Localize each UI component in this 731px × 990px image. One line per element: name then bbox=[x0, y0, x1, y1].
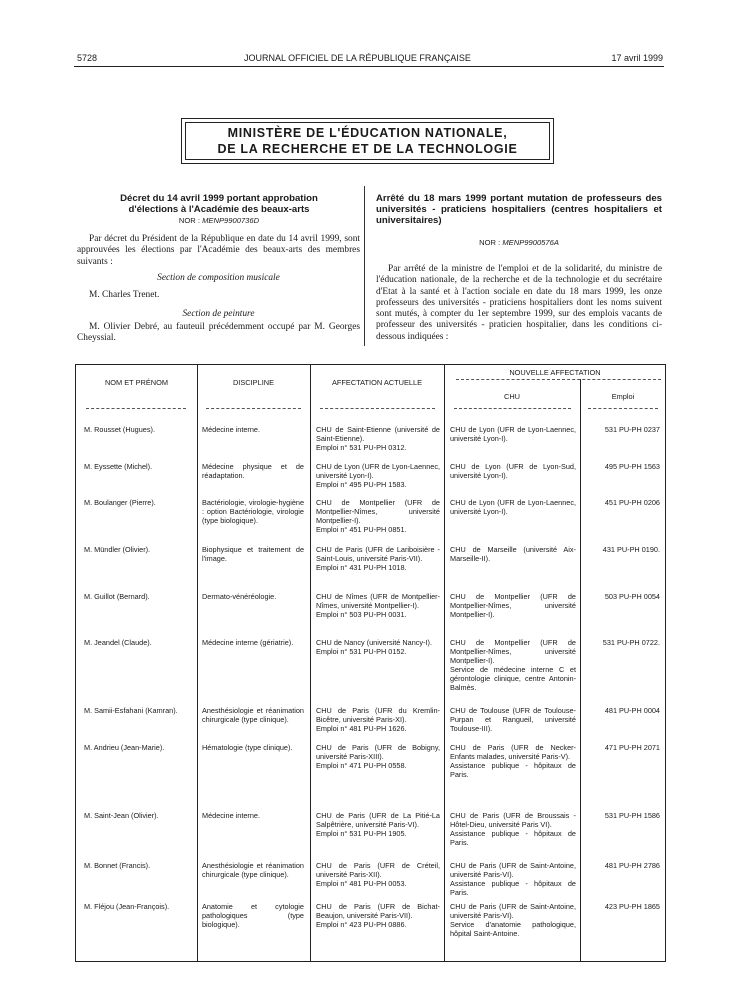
header-underline-3 bbox=[320, 408, 435, 409]
member-trenet: M. Charles Trenet. bbox=[89, 290, 160, 300]
ministry-line-1: MINISTÈRE DE L'ÉDUCATION NATIONALE, bbox=[227, 126, 508, 140]
cell-discipline: Bactériologie, virologie-hygiène : option Bactériologie, virologie (type biologique). bbox=[202, 498, 304, 525]
left-nor-value: MENP9900736D bbox=[202, 216, 260, 225]
cell-emploi: 471 PU-PH 2071 bbox=[604, 743, 660, 752]
cell-chu: CHU de Marseille (université Aix-Marseille-II). bbox=[450, 545, 576, 563]
left-nor-label: NOR : bbox=[178, 216, 200, 225]
cell-chu: CHU de Paris (UFR de Saint-Antoine, université Paris-VI). Service d'anatomie pathologique, hôpital Saint-Antoine. bbox=[450, 902, 576, 938]
page-number: 5728 bbox=[77, 53, 98, 63]
left-paragraph: Par décret du Président de la République en date du 14 avril 1999, sont approuvées les élections par l'Académie des beaux-arts des membres suivants : bbox=[77, 234, 360, 267]
cell-nom: M. Jeandel (Claude). bbox=[84, 638, 152, 647]
cell-nom: M. Eyssette (Michel). bbox=[84, 462, 153, 471]
cell-affectation-actuelle: CHU de Montpellier (UFR de Montpellier-Nîmes, université Montpellier-I). Emploi n° 451 PU-PH 0851. bbox=[316, 498, 440, 534]
cell-affectation-actuelle: CHU de Nîmes (UFR de Montpellier-Nîmes, université Montpellier-I). Emploi n° 503 PU-PH 0031. bbox=[316, 592, 440, 619]
cell-discipline: Médecine physique et de réadaptation. bbox=[202, 462, 304, 480]
col-line-1 bbox=[197, 365, 198, 961]
ministry-line-2: DE LA RECHERCHE ET DE LA TECHNOLOGIE bbox=[217, 142, 518, 156]
column-divider bbox=[364, 186, 365, 346]
cell-discipline: Médecine interne. bbox=[202, 811, 261, 820]
cell-affectation-actuelle: CHU de Nancy (université Nancy-I). Emploi n° 531 PU-PH 0152. bbox=[316, 638, 432, 656]
cell-chu: CHU de Lyon (UFR de Lyon-Laennec, université Lyon-I). bbox=[450, 425, 576, 443]
cell-chu: CHU de Paris (UFR de Broussais - Hôtel-Dieu, université Paris VI). Assistance publique - hôpitaux de Paris. bbox=[450, 811, 576, 847]
header-emploi: Emploi bbox=[611, 392, 635, 401]
cell-emploi: 431 PU-PH 0190. bbox=[602, 545, 660, 554]
cell-emploi: 503 PU-PH 0054 bbox=[604, 592, 660, 601]
cell-discipline: Médecine interne. bbox=[202, 425, 261, 434]
header-underline-1 bbox=[86, 408, 186, 409]
cell-discipline: Biophysique et traitement de l'image. bbox=[202, 545, 304, 563]
right-nor bbox=[376, 238, 662, 247]
cell-chu: CHU de Lyon (UFR de Lyon-Laennec, université Lyon-I). bbox=[450, 498, 576, 516]
header-sub-rule bbox=[456, 379, 661, 380]
left-title-line-1: Décret du 14 avril 1999 portant approbation bbox=[120, 193, 318, 204]
cell-discipline: Anesthésiologie et réanimation chirurgicale (type clinique). bbox=[202, 706, 304, 724]
cell-affectation-actuelle: CHU de Paris (UFR de Bichat-Beaujon, université Paris-VII). Emploi n° 423 PU-PH 0886. bbox=[316, 902, 440, 929]
cell-nom: M. Samii-Esfahani (Kamran). bbox=[84, 706, 178, 715]
cell-chu: CHU de Toulouse (UFR de Toulouse-Purpan et Rangueil, université Toulouse-III). bbox=[450, 706, 576, 733]
cell-nom: M. Saint-Jean (Olivier). bbox=[84, 811, 159, 820]
cell-emploi: 495 PU-PH 1563 bbox=[604, 462, 660, 471]
section-heading-music: Section de composition musicale bbox=[157, 273, 280, 283]
cell-chu: CHU de Montpellier (UFR de Montpellier-Nîmes, université Montpellier-I). Service de médecine interne C et gérontologie clinique, centre Antonin-Balmès. bbox=[450, 638, 576, 692]
cell-discipline: Médecine interne (gériatrie). bbox=[202, 638, 294, 647]
cell-nom: M. Boulanger (Pierre). bbox=[84, 498, 156, 507]
cell-emploi: 481 PU-PH 0004 bbox=[604, 706, 660, 715]
header-underline-5 bbox=[588, 408, 658, 409]
cell-emploi: 531 PU-PH 0237 bbox=[604, 425, 660, 434]
cell-discipline: Anesthésiologie et réanimation chirurgicale (type clinique). bbox=[202, 861, 304, 879]
right-paragraph: Par arrêté de la ministre de l'emploi et de la solidarité, du ministre de l'éducation nationale, de la recherche et de la technologie et du secrétaire d'Etat à la santé et à l'action sociale en date du 18 mars 1999, les onze professeurs des universités - praticiens hospitaliers dont les noms suivent sont mutés, à compter du 1er septembre 1999, sur des emplois vacants de professeur des universités - praticien hospitalier, dans les conditions ci-dessous indiquées : bbox=[376, 264, 662, 342]
header-affectation: AFFECTATION ACTUELLE bbox=[331, 378, 423, 387]
left-decree-title bbox=[86, 193, 352, 215]
ministry-box bbox=[181, 118, 554, 164]
cell-affectation-actuelle: CHU de Paris (UFR de Créteil, université Paris-XII). Emploi n° 481 PU-PH 0053. bbox=[316, 861, 440, 888]
cell-nom: M. Fléjou (Jean-François). bbox=[84, 902, 170, 911]
cell-discipline: Anatomie et cytologie pathologiques (type biologique). bbox=[202, 902, 304, 929]
cell-affectation-actuelle: CHU de Saint-Etienne (université de Saint-Etienne). Emploi n° 531 PU-PH 0312. bbox=[316, 425, 440, 452]
cell-discipline: Hématologie (type clinique). bbox=[202, 743, 293, 752]
cell-affectation-actuelle: CHU de Paris (UFR de Lariboisière - Saint-Louis, université Paris-VII). Emploi n° 431 PU-PH 1018. bbox=[316, 545, 440, 572]
cell-emploi: 481 PU-PH 2786 bbox=[604, 861, 660, 870]
col-line-2 bbox=[310, 365, 311, 961]
cell-discipline: Dermato-vénéréologie. bbox=[202, 592, 277, 601]
cell-chu: CHU de Paris (UFR de Necker-Enfants malades, université Paris-V). Assistance publique - hôpitaux de Paris. bbox=[450, 743, 576, 779]
header-discipline: DISCIPLINE bbox=[232, 378, 275, 387]
issue-date: 17 avril 1999 bbox=[611, 53, 663, 63]
cell-emploi: 531 PU-PH 0722. bbox=[602, 638, 660, 647]
cell-affectation-actuelle: CHU de Lyon (UFR de Lyon-Laennec, université Lyon-I). Emploi n° 495 PU-PH 1583. bbox=[316, 462, 440, 489]
cell-emploi: 451 PU-PH 0206 bbox=[604, 498, 660, 507]
cell-emploi: 423 PU-PH 1865 bbox=[604, 902, 660, 911]
left-title-line-2: d'élections à l'Académie des beaux-arts bbox=[128, 204, 310, 215]
cell-chu: CHU de Lyon (UFR de Lyon-Sud, université Lyon-I). bbox=[450, 462, 576, 480]
cell-nom: M. Bonnet (Francis). bbox=[84, 861, 151, 870]
header-underline-4 bbox=[454, 408, 571, 409]
cell-nom: M. Rousset (Hugues). bbox=[84, 425, 155, 434]
right-nor-value: MENP9900576A bbox=[502, 238, 559, 247]
right-nor-label: NOR : bbox=[479, 238, 501, 247]
header-rule bbox=[74, 66, 664, 67]
cell-nom: M. Mündler (Olivier). bbox=[84, 545, 151, 554]
header-nom: NOM ET PRÉNOM bbox=[104, 378, 169, 387]
cell-nom: M. Andrieu (Jean-Marie). bbox=[84, 743, 165, 752]
mutation-table bbox=[75, 364, 666, 962]
left-nor bbox=[86, 216, 352, 225]
header-underline-2 bbox=[206, 408, 301, 409]
col-line-3 bbox=[444, 365, 445, 961]
cell-affectation-actuelle: CHU de Paris (UFR de La Pitié-La Salpêtrière, université Paris-VI). Emploi n° 531 PU-PH 1905. bbox=[316, 811, 440, 838]
journal-title: JOURNAL OFFICIEL DE LA RÉPUBLIQUE FRANÇAISE bbox=[244, 53, 471, 63]
section-heading-painting: Section de peinture bbox=[182, 309, 255, 319]
right-decree-title: Arrêté du 18 mars 1999 portant mutation de professeurs des universités - praticiens hospitaliers (centres hospitaliers et universitaires) bbox=[376, 193, 662, 226]
cell-chu: CHU de Montpellier (UFR de Montpellier-Nîmes, université Montpellier-I). bbox=[450, 592, 576, 619]
cell-nom: M. Guillot (Bernard). bbox=[84, 592, 150, 601]
col-line-4 bbox=[580, 379, 581, 961]
cell-emploi: 531 PU-PH 1586 bbox=[604, 811, 660, 820]
header-nouvelle: NOUVELLE AFFECTATION bbox=[509, 368, 601, 377]
cell-chu: CHU de Paris (UFR de Saint-Antoine, université Paris-VI). Assistance publique - hôpitaux de Paris. bbox=[450, 861, 576, 897]
cell-affectation-actuelle: CHU de Paris (UFR du Kremlin-Bicêtre, université Paris-XI). Emploi n° 481 PU-PH 1626. bbox=[316, 706, 440, 733]
header-chu: CHU bbox=[503, 392, 520, 401]
member-debre: M. Olivier Debré, au fauteuil précédemment occupé par M. Georges Cheyssial. bbox=[77, 322, 360, 344]
cell-affectation-actuelle: CHU de Paris (UFR de Bobigny, université Paris-XIII). Emploi n° 471 PU-PH 0558. bbox=[316, 743, 440, 770]
